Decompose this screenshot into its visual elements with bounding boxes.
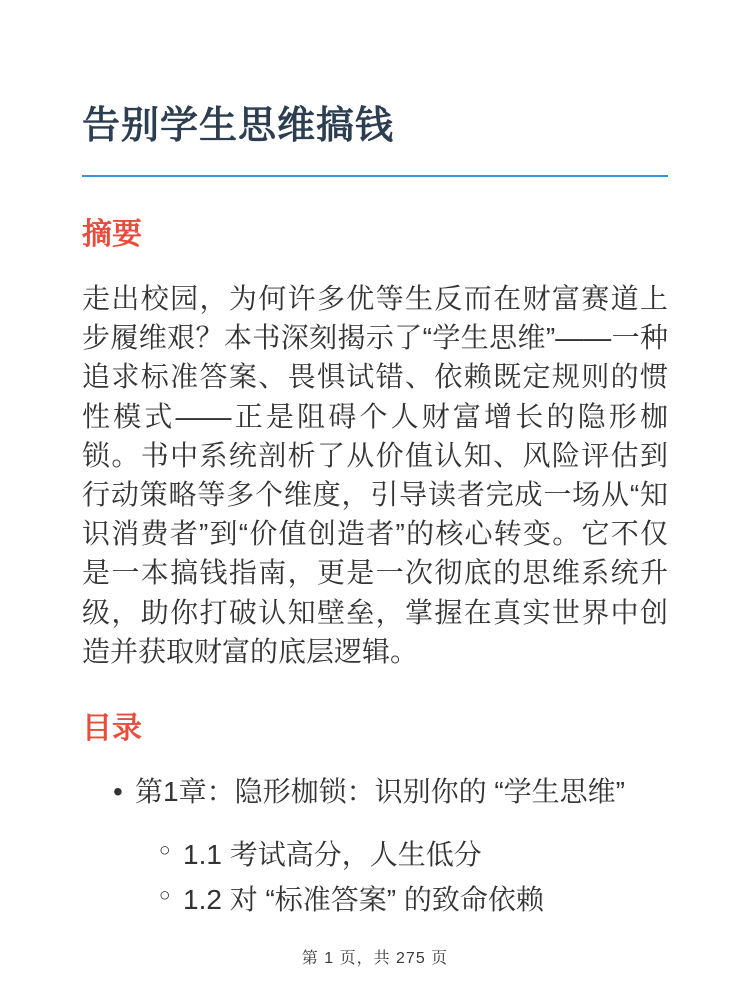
toc-list [82,772,668,919]
toc-subitem: ○ 1.1 考试高分，人生低分 [183,835,668,874]
toc-sublist [135,835,668,919]
page-title: 告别学生思维搞钱 [82,103,668,177]
toc-chapter-label: 第1章：隐形枷锁：识别你的 “学生思维” [135,776,626,808]
page-footer: 第 1 页，共 275 页 [301,950,449,967]
abstract-paragraph: 走出校园，为何许多优等生反而在财富赛道上步履维艰？本书深刻揭示了“学生思维”——一种追求标准答案、畏惧试错、依赖既定规则的惯性模式——正是阻碍个人财富增长的隐形枷锁。书中系统剖析了从价值认知、风险评估到行动策略等多个维度，引导读者完成一场从“知识消费者”到“价值创造者”的核心转变。它不仅是一本搞钱指南，更是一次彻底的思维系统升级，助你打破认知壁垒，掌握在真实世界中创造并获取财富的底层逻辑。 [82,283,668,667]
toc-subitem: ○ 1.2 对 “标准答案” 的致命依赖 [183,880,668,919]
toc-chapter-item [135,772,668,919]
toc-heading: 目录 [82,711,142,745]
abstract-heading: 摘要 [82,217,142,251]
